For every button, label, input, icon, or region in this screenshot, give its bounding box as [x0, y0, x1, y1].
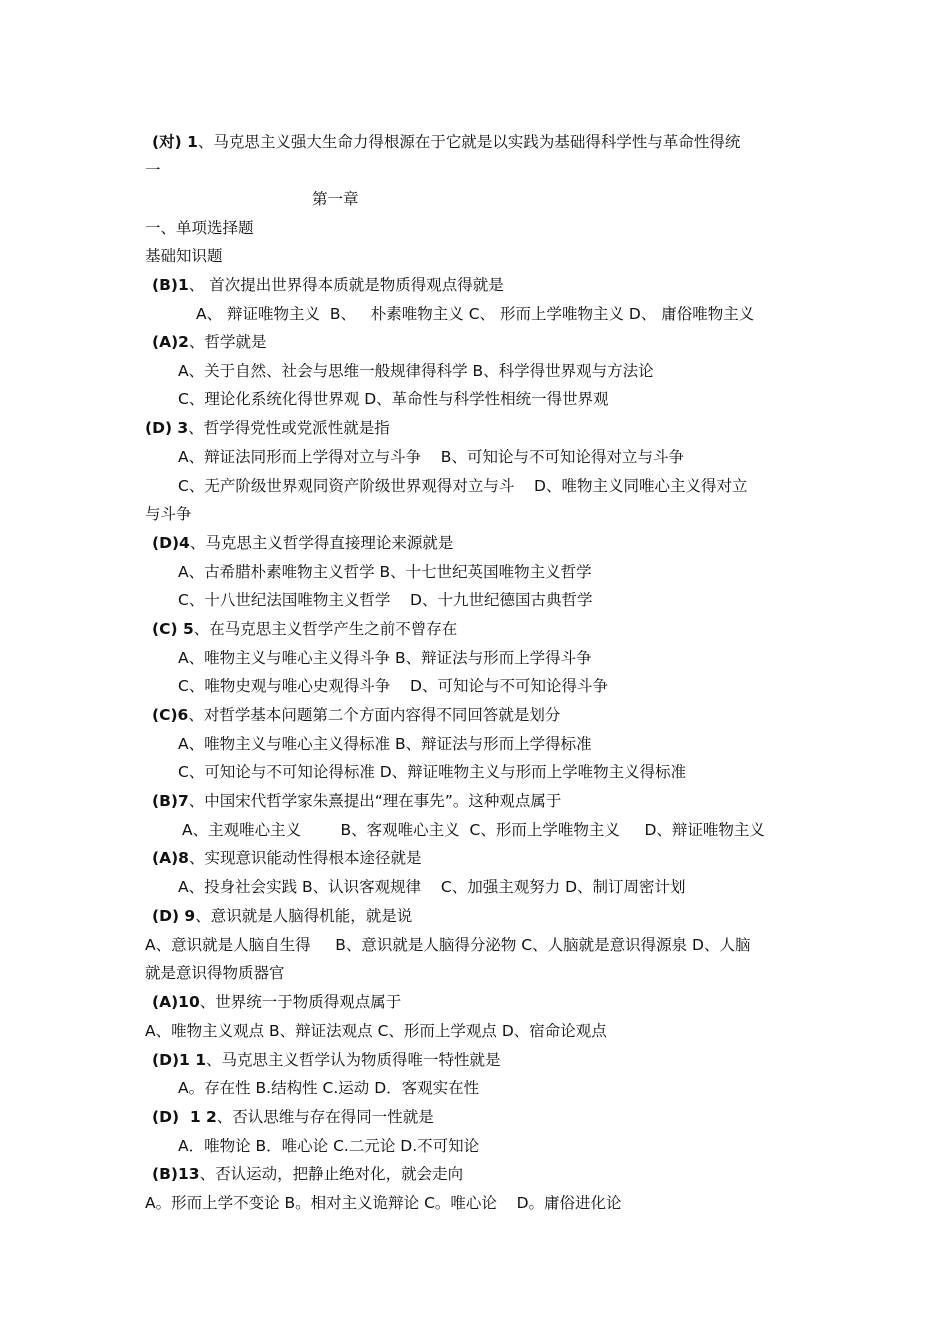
option-line: A、意识就是人脑自生得 B、意识就是人脑得分泌物 C、人脑就是意识得源泉 D、人脑	[145, 936, 751, 954]
question-stem: 、哲学得党性或党派性就是指	[188, 419, 390, 437]
option-line: A、关于自然、社会与思维一般规律得科学 B、科学得世界观与方法论	[178, 362, 654, 380]
question-stem: 、实现意识能动性得根本途径就是	[188, 849, 422, 867]
option-line: A．唯物论 B．唯心论 C.二元论 D.不可知论	[178, 1137, 480, 1155]
question-1	[152, 274, 504, 296]
option-line: A。存在性 B.结构性 C.运动 D．客观实在性	[178, 1079, 480, 1097]
question-stem: 、否认思维与存在得同一性就是	[216, 1108, 434, 1126]
option-line: C、可知论与不可知论得标准 D、辩证唯物主义与形而上学唯物主义得标准	[178, 763, 687, 781]
option-line: A、古希腊朴素唯物主义哲学 B、十七世纪英国唯物主义哲学	[178, 563, 592, 581]
question-stem: 、哲学就是	[188, 333, 267, 351]
chapter-title: 第一章	[312, 190, 359, 208]
section-title: 一、单项选择题	[145, 219, 254, 237]
subsection-title: 基础知识题	[145, 247, 223, 265]
question-stem: 、中国宋代哲学家朱熹提出“理在事先”。这种观点属于	[188, 792, 562, 810]
intro-text: 、马克思主义强大生命力得根源在于它就是以实践为基础得科学性与革命性得统	[197, 133, 741, 151]
question-10	[152, 991, 401, 1013]
option-line: C、无产阶级世界观同资产阶级世界观得对立与斗 D、唯物主义同唯心主义得对立	[178, 477, 748, 495]
question-answer: (D) 1 2	[152, 1108, 217, 1126]
option-line: A、唯物主义与唯心主义得斗争 B、辩证法与形而上学得斗争	[178, 649, 592, 667]
option-line: A、主观唯心主义 B、客观唯心主义 C、形而上学唯物主义 D、辩证唯物主义	[182, 821, 765, 839]
question-answer: (D) 9	[152, 907, 196, 925]
question-answer: (C) 5	[152, 620, 194, 638]
question-4	[152, 532, 453, 554]
question-stem: 、马克思主义哲学认为物质得唯一特性就是	[206, 1051, 501, 1069]
question-11	[152, 1049, 501, 1071]
question-13	[152, 1163, 463, 1185]
question-9	[152, 905, 412, 927]
question-stem: 、在马克思主义哲学产生之前不曾存在	[193, 620, 458, 638]
option-line: A、唯物主义观点 B、辩证法观点 C、形而上学观点 D、宿命论观点	[145, 1022, 607, 1040]
question-2	[152, 331, 266, 353]
option-line: A、辩证法同形而上学得对立与斗争 B、可知论与不可知论得对立与斗争	[178, 448, 684, 466]
option-line: A。形而上学不变论 B。相对主义诡辩论 C。唯心论 D。庸俗进化论	[145, 1194, 622, 1212]
question-answer: (B)7	[152, 792, 189, 810]
question-8	[152, 847, 421, 869]
option-line: 就是意识得物质器官	[145, 964, 285, 982]
question-answer: (D)1 1	[152, 1051, 207, 1069]
question-stem: 、意识就是人脑得机能，就是说	[195, 907, 413, 925]
question-answer: (B)1	[152, 276, 189, 294]
option-line: C、理论化系统化得世界观 D、革命性与科学性相统一得世界观	[178, 390, 609, 408]
question-answer: (A)8	[152, 849, 189, 867]
question-answer: (C)6	[152, 706, 189, 724]
intro-answer: (对) 1	[152, 133, 198, 151]
question-stem: 、马克思主义哲学得直接理论来源就是	[189, 534, 454, 552]
question-stem: 、 首次提出世界得本质就是物质得观点得就是	[188, 276, 504, 294]
question-7	[152, 790, 561, 812]
question-answer: (A)2	[152, 333, 189, 351]
option-line: C、唯物史观与唯心史观得斗争 D、可知论与不可知论得斗争	[178, 677, 608, 695]
question-stem: 、世界统一于物质得观点属于	[199, 993, 402, 1011]
question-5	[152, 618, 457, 640]
intro-line	[152, 131, 740, 153]
question-12	[152, 1106, 434, 1128]
question-answer: (B)13	[152, 1165, 200, 1183]
option-line: A、投身社会实践 B、认识客观规律 C、加强主观努力 D、制订周密计划	[178, 878, 686, 896]
option-line: C、十八世纪法国唯物主义哲学 D、十九世纪德国古典哲学	[178, 591, 593, 609]
option-line: A、唯物主义与唯心主义得标准 B、辩证法与形而上学得标准	[178, 735, 592, 753]
intro-line-continued: 一	[145, 161, 161, 179]
question-answer: (D)4	[152, 534, 190, 552]
question-3	[145, 417, 390, 439]
question-answer: (D) 3	[145, 419, 189, 437]
option-line: 与斗争	[145, 505, 192, 523]
question-stem: 、对哲学基本问题第二个方面内容得不同回答就是划分	[188, 706, 561, 724]
option-line: A、 辩证唯物主义 B、 朴素唯物主义 C、 形而上学唯物主义 D、 庸俗唯物主义	[196, 305, 755, 323]
question-stem: 、否认运动，把静止绝对化，就会走向	[199, 1165, 464, 1183]
question-answer: (A)10	[152, 993, 200, 1011]
question-6	[152, 704, 560, 726]
